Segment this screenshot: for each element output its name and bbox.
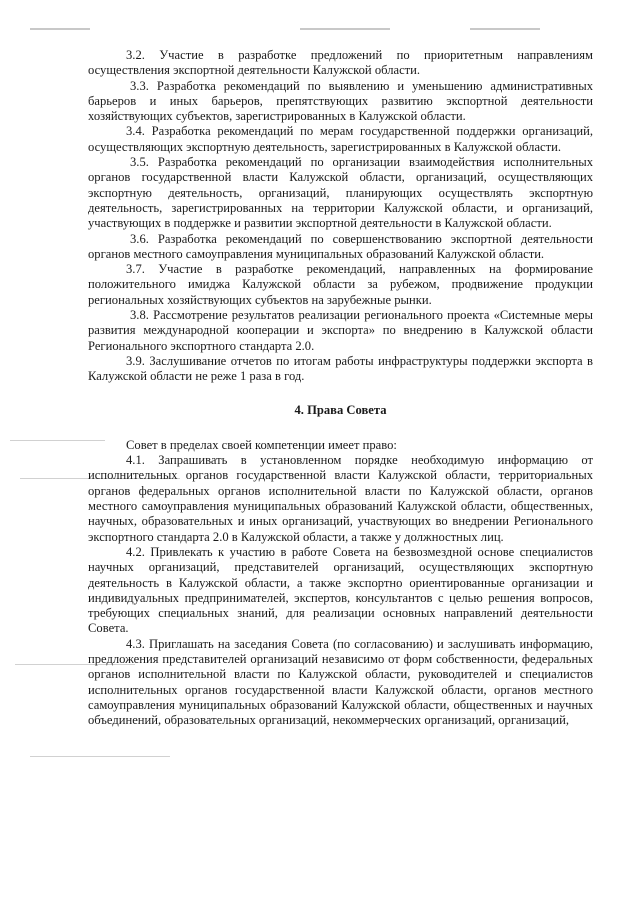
section-4-heading: 4. Права Совета <box>294 402 387 417</box>
item-3-3: 3.3. Разработка рекомендаций по выявлению и уменьшению административных барьеров и иных барьеров, препятствующих развитию экспортной деятельности хозяйствующих субъектов, зарегистрированных в Калужской области. <box>88 78 594 124</box>
item-3-4: 3.4. Разработка рекомендаций по мерам государственной поддержки организаций, осуществляющих экспортную деятельность, зарегистрированных в Калужской области. <box>88 124 593 154</box>
scan-artifact <box>30 28 90 30</box>
item-3-6: 3.6. Разработка рекомендаций по совершенствованию экспортной деятельности органов местного самоуправления муниципальных образований Калужской области. <box>88 231 593 261</box>
scan-artifact <box>300 28 390 30</box>
item-3-8: 3.8. Рассмотрение результатов реализации регионального проекта «Системные меры развития международной кооперации и экспорта» по внедрению в Калужской области Регионального экспортного стандарта 2.0. <box>88 308 593 353</box>
item-3-2: 3.2. Участие в разработке предложений по приоритетным направлениям осуществления экспортной деятельности Калужской области. <box>88 48 593 78</box>
scan-artifact <box>470 28 540 30</box>
section-4-lead: Совет в пределах своей компетенции имеет право: <box>126 437 397 452</box>
item-3-9: 3.9. Заслушивание отчетов по итогам работы инфраструктуры поддержки экспорта в Калужской области не реже 1 раза в год. <box>88 353 593 384</box>
section-4-items <box>88 438 593 729</box>
item-3-5: 3.5. Разработка рекомендаций по организации взаимодействия исполнительных органов государственной власти Калужской области, организаций, осуществляющих экспортную деятельность, организаций, планирующих осуществлять экспортную деятельность, зарегистрированных на территории Калужской области, и организаций, участвующих в поддержке и развитии экспортной деятельности в Калужской области. <box>88 155 594 231</box>
item-3-7: 3.7. Участие в разработке рекомендаций, направленных на формирование положительного имиджа Калужской области за рубежом, продвижение продукции региональных хозяйствующих субъектов на зарубежные рынки. <box>88 262 594 307</box>
item-4-2: 4.2. Привлекать к участию в работе Совета на безвозмездной основе специалистов научных организаций, представителей организаций, осуществляющих экспортную деятельность в Калужской области, а также экспортно ориентированные организации и индивидуальных предпринимателей, экспертов, консультантов с целью решения вопросов, требующих специальных знаний, для реализации основных направлений деятельности Совета. <box>88 544 594 636</box>
item-4-3: 4.3. Приглашать на заседания Совета (по согласованию) и заслушивать информацию, предложения представителей организаций независимо от форм собственности, федеральных органов исполнительной власти по Калужской области, руководителей и специалистов исполнительных органов государственной власти Калужской области, органов местного самоуправления муниципальных образований Калужской области, общественных и научных объединений, образовательных организаций, некоммерческих организаций, организаций, <box>88 636 593 728</box>
scan-artifact <box>30 756 170 757</box>
document-body <box>88 48 593 728</box>
item-4-1: 4.1. Запрашивать в установленном порядке необходимую информацию от исполнительных органов государственной власти Калужской области, территориальных органов федеральных органов исполнительной власти по Калужской области, органов местного самоуправления муниципальных образований Калужской области, общественных, научных, образовательных и иных организаций, участвующих во внедрении Регионального экспортного стандарта 2.0 в Калужской области, а также у должностных лиц. <box>88 453 593 544</box>
section-3-items <box>88 48 593 385</box>
